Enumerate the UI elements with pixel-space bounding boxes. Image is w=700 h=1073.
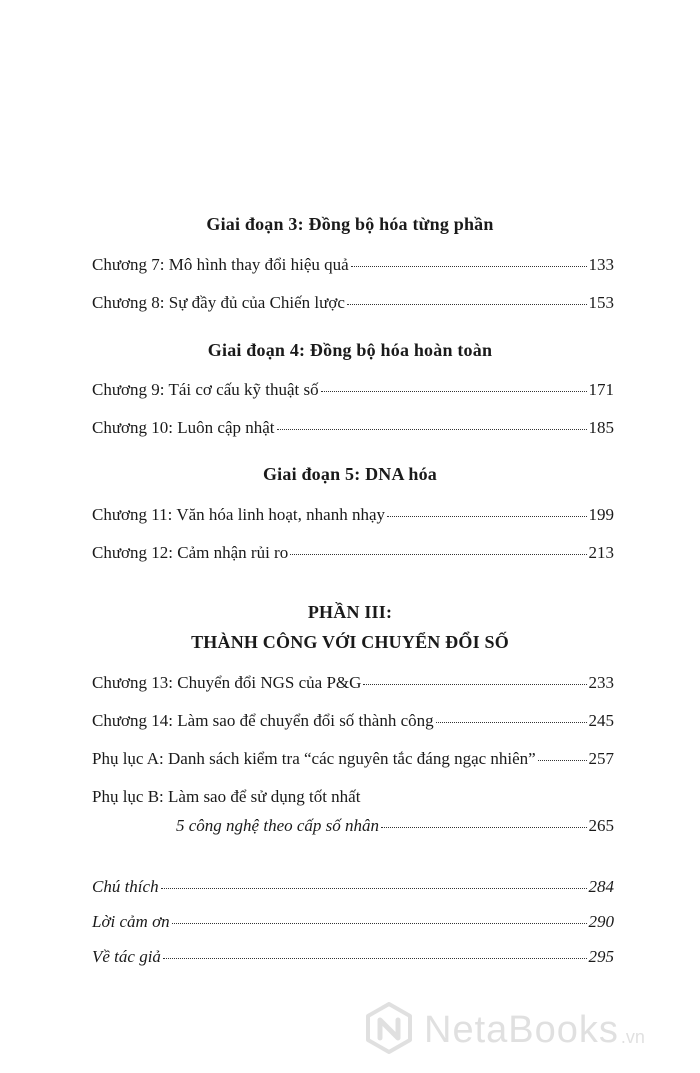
page-number: 245: [588, 711, 614, 730]
entry-label: Chương 13: Chuyển đổi NGS của P&G: [92, 673, 362, 692]
part-heading-line-1: PHẦN III:: [307, 602, 393, 622]
entry-label: Chương 10: Luôn cập nhật: [92, 418, 275, 437]
watermark-brand: NetaBooks: [424, 1008, 619, 1051]
toc-entry-chapter-14[interactable]: [92, 711, 614, 731]
page-number: 265: [588, 816, 614, 835]
section-heading-stage-4: Giai đoạn 4: Đồng bộ hóa hoàn toàn: [207, 340, 493, 360]
toc-entry-appendix-a[interactable]: [92, 749, 614, 769]
dot-leader: [381, 827, 586, 828]
entry-label: Chương 11: Văn hóa linh hoạt, nhanh nhạy: [92, 505, 386, 524]
toc-entry-chapter-7[interactable]: [92, 255, 614, 275]
toc-entry-notes[interactable]: [92, 877, 614, 897]
toc-entry-acknowledgements[interactable]: [92, 912, 614, 932]
page-number: 185: [588, 418, 614, 437]
dot-leader: [387, 516, 586, 517]
section-heading-stage-5: Giai đoạn 5: DNA hóa: [262, 464, 438, 484]
part-heading-line-2: THÀNH CÔNG VỚI CHUYỂN ĐỔI SỐ: [191, 632, 509, 652]
page-number: 199: [588, 505, 614, 524]
page-number: 213: [588, 543, 614, 562]
page-number: 295: [588, 947, 614, 966]
entry-label: Phụ lục A: Danh sách kiểm tra “các nguyên tắc đáng ngạc nhiên”: [92, 749, 536, 768]
entry-label: Chương 7: Mô hình thay đổi hiệu quả: [92, 255, 349, 274]
page-number: 171: [588, 380, 614, 399]
entry-label: Chương 14: Làm sao để chuyển đổi số thành công: [92, 711, 434, 730]
dot-leader: [351, 266, 587, 267]
dot-leader: [363, 684, 586, 685]
entry-label: Chương 8: Sự đầy đủ của Chiến lược: [92, 293, 345, 312]
toc-entry-chapter-12[interactable]: [92, 543, 614, 563]
page-number: 133: [588, 255, 614, 274]
page-number: 290: [588, 912, 614, 931]
page-number: 153: [588, 293, 614, 312]
dot-leader: [347, 304, 587, 305]
page-number: 257: [588, 749, 614, 768]
toc-entry-appendix-b-line-1[interactable]: Phụ lục B: Làm sao để sử dụng tốt nhất: [92, 787, 361, 806]
dot-leader: [321, 391, 587, 392]
dot-leader: [290, 554, 586, 555]
entry-label: Về tác giả: [92, 947, 161, 966]
entry-label: Chương 9: Tái cơ cấu kỹ thuật số: [92, 380, 319, 399]
toc-entry-about-author[interactable]: [92, 947, 614, 967]
section-heading-stage-3: Giai đoạn 3: Đồng bộ hóa từng phần: [206, 214, 494, 234]
entry-label: Chú thích: [92, 877, 159, 896]
toc-entry-chapter-8[interactable]: [92, 293, 614, 313]
toc-entry-chapter-13[interactable]: [92, 673, 614, 693]
toc-entry-appendix-b[interactable]: [176, 816, 614, 836]
netabooks-watermark: [362, 1000, 692, 1060]
page-number: 284: [588, 877, 614, 896]
dot-leader: [161, 888, 587, 889]
netabooks-logo-icon: [362, 1001, 416, 1060]
toc-entry-chapter-10[interactable]: [92, 418, 614, 438]
entry-label: 5 công nghệ theo cấp số nhân: [176, 816, 380, 835]
entry-label: Lời cảm ơn: [92, 912, 170, 931]
dot-leader: [538, 760, 587, 761]
dot-leader: [277, 429, 587, 430]
watermark-suffix: .vn: [620, 1027, 645, 1047]
dot-leader: [172, 923, 587, 924]
toc-entry-chapter-9[interactable]: [92, 380, 614, 400]
dot-leader: [163, 958, 587, 959]
page-number: 233: [588, 673, 614, 692]
entry-label: Chương 12: Cảm nhận rủi ro: [92, 543, 289, 562]
dot-leader: [436, 722, 587, 723]
toc-entry-chapter-11[interactable]: [92, 505, 614, 525]
